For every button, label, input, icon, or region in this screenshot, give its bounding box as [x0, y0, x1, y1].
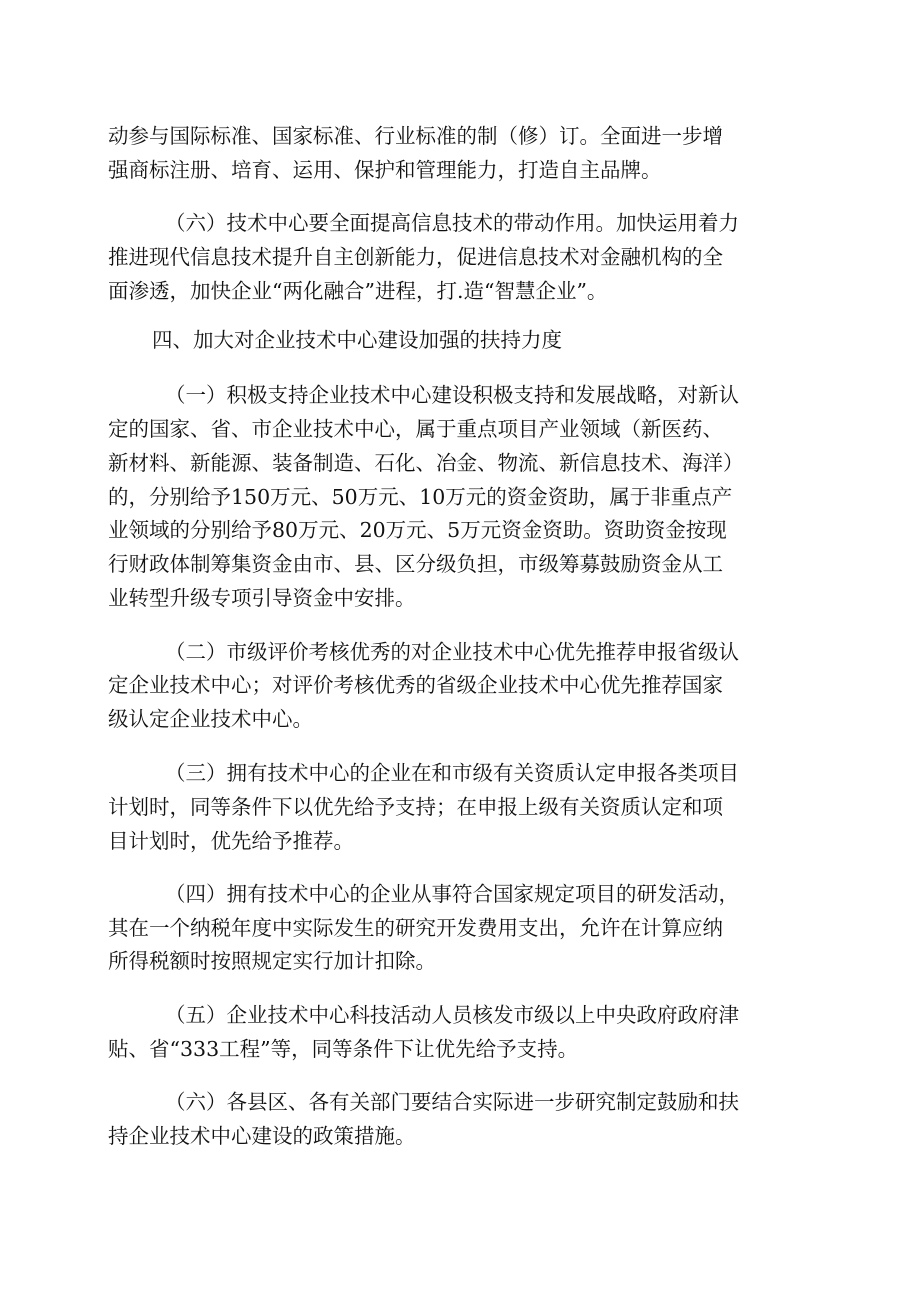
text-line: （二）市级评价考核优秀的对企业技术中心优先推荐申报省级认: [165, 640, 739, 664]
text-line: 强商标注册、培育、运用、保护和管理能力，打造自主品牌。: [108, 158, 662, 182]
section-heading: 四、加大对企业技术中心建设加强的扶持力度: [152, 328, 562, 352]
text-line: 业转型升级专项引导资金中安排。: [108, 586, 416, 610]
text-line: 的，分别给予150万元、50万元、10万元的资金资助，属于非重点产: [108, 485, 733, 509]
text-line: 贴、省“333工程”等，同等条件下让优先给予支持。: [108, 1037, 579, 1061]
text-line: （一）积极支持企业技术中心建设积极支持和发展战略，对新认: [165, 383, 739, 407]
text-line: 动参与国际标准、国家标准、行业标准的制（修）订。全面进一步增: [108, 124, 723, 148]
text-line: （六）技术中心要全面提高信息技术的带动作用。加快运用着力: [165, 211, 739, 235]
text-line: （五）企业技术中心科技活动人员核发市级以上中央政府政府津: [165, 1003, 739, 1027]
text-line: 持企业技术中心建设的政策措施。: [108, 1124, 416, 1148]
text-line: 推进现代信息技术提升自主创新能力，促进信息技术对金融机构的全: [108, 245, 723, 269]
text-line: 级认定企业技术中心。: [108, 707, 313, 731]
text-line: 所得税额时按照规定实行加计扣除。: [108, 949, 436, 973]
text-line: 行财政体制筹集资金由市、县、区分级负担，市级筹募鼓励资金从工: [108, 552, 723, 576]
text-line: 定的国家、省、市企业技术中心，属于重点项目产业领域（新医药、: [108, 417, 723, 441]
text-line: （三）拥有技术中心的企业在和市级有关资质认定申报各类项目: [165, 761, 739, 785]
text-line: 面渗透，加快企业“两化融合”进程，打.造“智慧企业”。: [108, 279, 608, 303]
text-line: （六）各县区、各有关部门要结合实际进一步研究制定鼓励和扶: [165, 1090, 739, 1114]
text-line: 计划时，同等条件下以优先给予支持；在申报上级有关资质认定和项: [108, 795, 723, 819]
text-line: 业领域的分别给予80万元、20万元、5万元资金资助。资助资金按现: [108, 518, 727, 542]
text-line: 其在一个纳税年度中实际发生的研究开发费用支出，允许在计算应纳: [108, 916, 723, 940]
text-line: 目计划时，优先给予推荐。: [108, 829, 354, 853]
text-line: 新材料、新能源、装备制造、石化、冶金、物流、新信息技术、海洋）: [108, 451, 744, 475]
text-line: （四）拥有技术中心的企业从事符合国家规定项目的研发活动，: [165, 882, 739, 906]
text-line: 定企业技术中心；对评价考核优秀的省级企业技术中心优先推荐国家: [108, 673, 723, 697]
